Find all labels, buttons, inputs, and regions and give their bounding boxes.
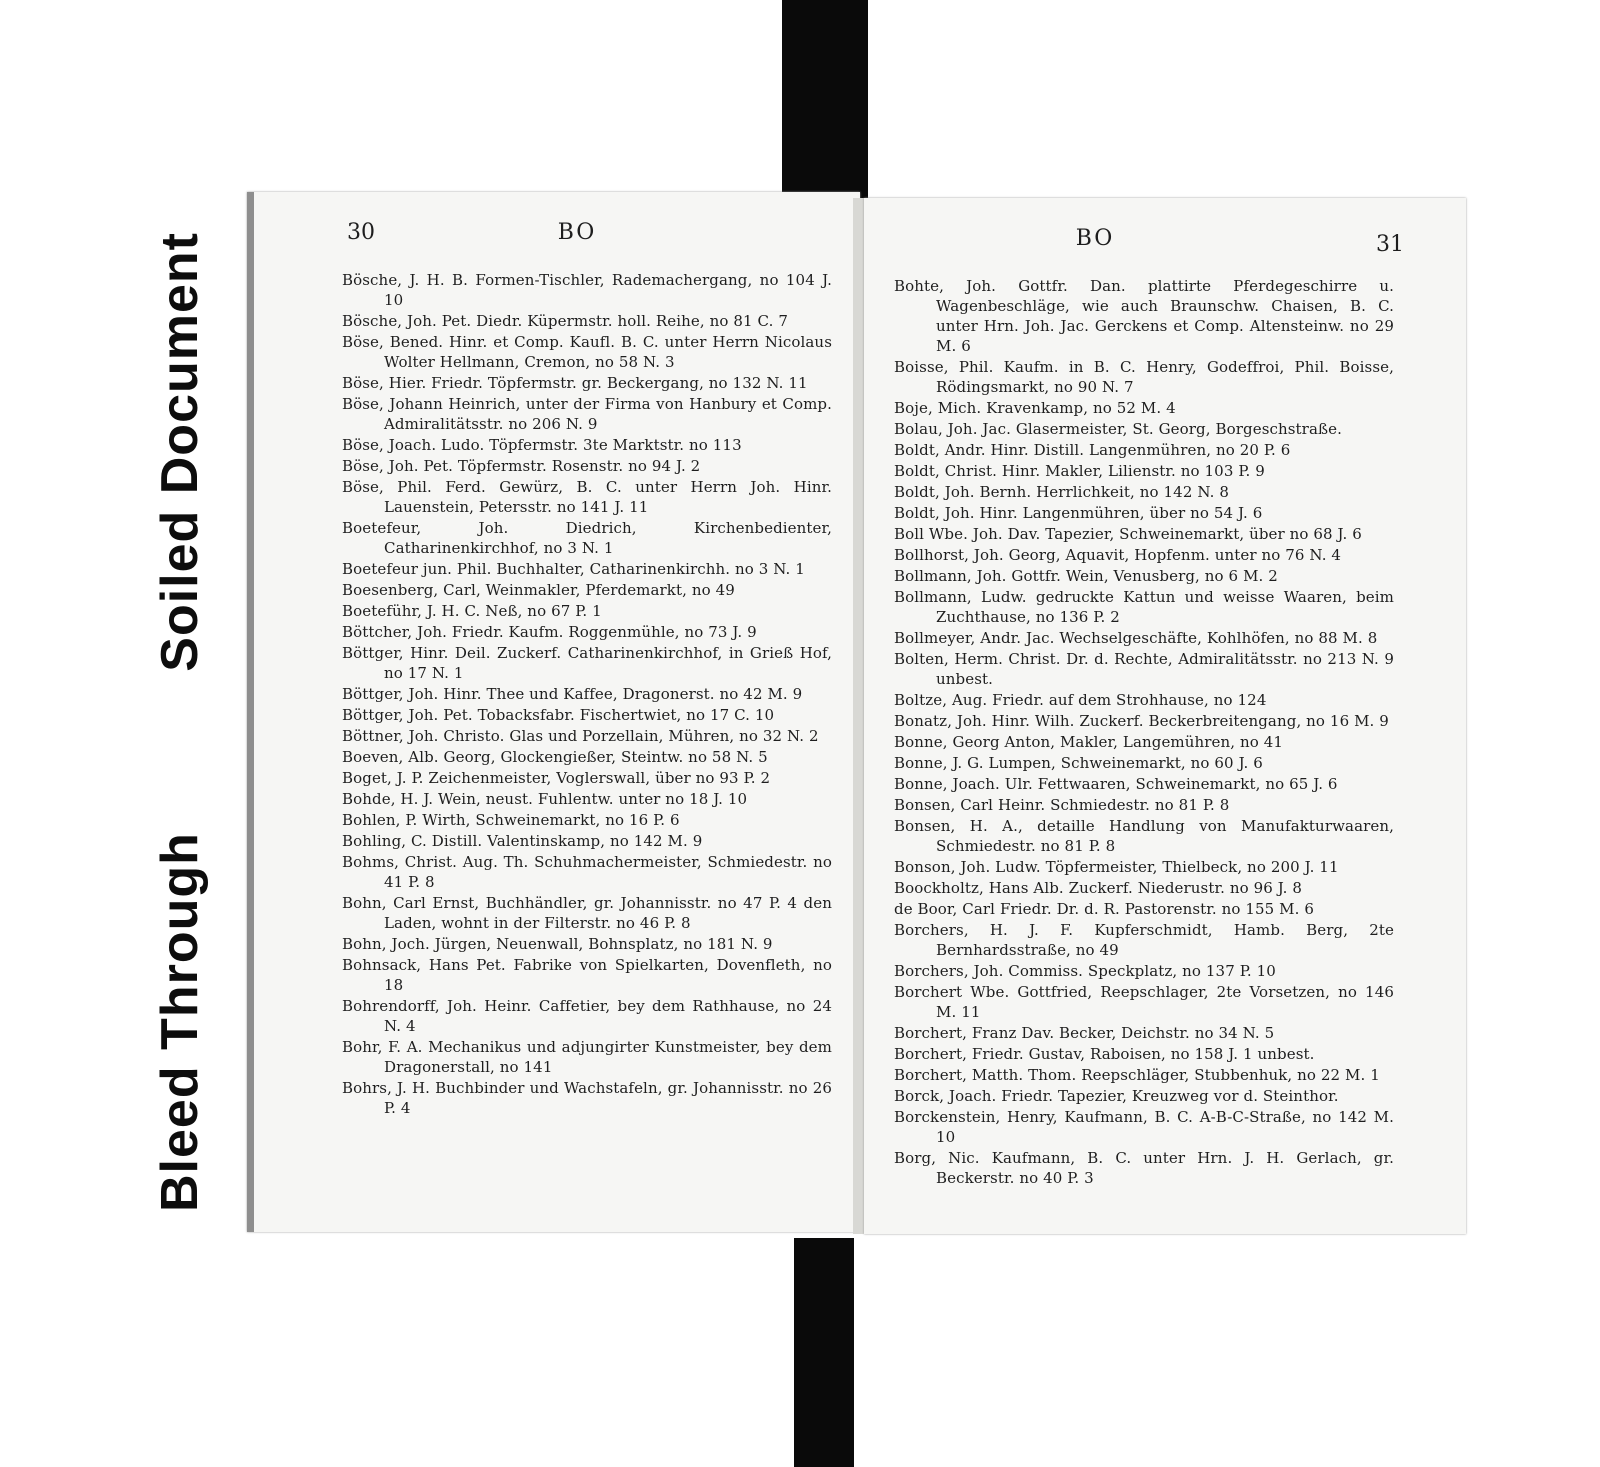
directory-entry: Bohn, Joch. Jürgen, Neuenwall, Bohnsplatz, no 181 N. 9 xyxy=(342,935,773,953)
directory-entry: Bonne, J. G. Lumpen, Schweinemarkt, no 60 J. 6 xyxy=(894,754,1263,772)
directory-entry: Borchert Wbe. Gottfried, Reepschlager, 2te Vorsetzen, no 146 M. 11 xyxy=(894,983,1394,1021)
bleed-through-label: Bleed Through xyxy=(151,832,209,1212)
binding-gutter-top xyxy=(782,0,868,198)
directory-entry: Boget, J. P. Zeichenmeister, Voglerswall, über no 93 P. 2 xyxy=(342,769,771,787)
directory-entry: Bohn, Carl Ernst, Buchhändler, gr. Johannisstr. no 47 P. 4 den Laden, wohnt in der Filterstr. no 46 P. 8 xyxy=(342,894,832,932)
directory-entry: Bolau, Joh. Jac. Glasermeister, St. Georg, Borgeschstraße. xyxy=(894,420,1342,438)
directory-entry: Böttner, Joh. Christo. Glas und Porzellain, Mühren, no 32 N. 2 xyxy=(342,727,819,745)
directory-entry: Bohrs, J. H. Buchbinder und Wachstafeln, gr. Johannisstr. no 26 P. 4 xyxy=(342,1079,832,1117)
directory-entry: Borg, Nic. Kaufmann, B. C. unter Hrn. J. H. Gerlach, gr. Beckerstr. no 40 P. 3 xyxy=(894,1149,1394,1187)
right-page-number: 31 xyxy=(1376,232,1404,257)
directory-entry: Bohnsack, Hans Pet. Fabrike von Spielkarten, Dovenfleth, no 18 xyxy=(342,956,832,994)
directory-entry: Bollmann, Ludw. gedruckte Kattun und weisse Waaren, beim Zuchthause, no 136 P. 2 xyxy=(894,588,1394,626)
directory-entry: Böse, Bened. Hinr. et Comp. Kaufl. B. C. unter Herrn Nicolaus Wolter Hellmann, Cremon, no 58 N. 3 xyxy=(342,333,832,371)
directory-entry: Boje, Mich. Kravenkamp, no 52 M. 4 xyxy=(894,399,1176,417)
binding-gutter-bottom xyxy=(794,1238,854,1467)
directory-entry: Boeteführ, J. H. C. Neß, no 67 P. 1 xyxy=(342,602,602,620)
left-page-header xyxy=(254,220,860,254)
directory-entry: Bösche, J. H. B. Formen-Tischler, Rademachergang, no 104 J. 10 xyxy=(342,271,832,309)
directory-entry: Bohrendorff, Joh. Heinr. Caffetier, bey dem Rathhause, no 24 N. 4 xyxy=(342,997,832,1035)
directory-entry: Bohling, C. Distill. Valentinskamp, no 142 M. 9 xyxy=(342,832,703,850)
directory-entry: Boltze, Aug. Friedr. auf dem Strohhause, no 124 xyxy=(894,691,1267,709)
directory-entry: Bolten, Herm. Christ. Dr. d. Rechte, Admiralitätsstr. no 213 N. 9 unbest. xyxy=(894,650,1394,688)
directory-entry: Bollhorst, Joh. Georg, Aquavit, Hopfenm. unter no 76 N. 4 xyxy=(894,546,1342,564)
right-entries xyxy=(894,276,1394,1189)
condition-stamp xyxy=(130,232,230,1212)
directory-entry: Boll Wbe. Joh. Dav. Tapezier, Schweinemarkt, über no 68 J. 6 xyxy=(894,525,1362,543)
directory-entry: Bohte, Joh. Gottfr. Dan. plattirte Pferdegeschirre u. Wagenbeschläge, wie auch Braunschw. Chaisen, B. C. unter Hrn. Joh. Jac. Gerckens et Comp. Altensteinw. no 29 M. 6 xyxy=(894,277,1394,355)
directory-entry: Boisse, Phil. Kaufm. in B. C. Henry, Godeffroi, Phil. Boisse, Rödingsmarkt, no 90 N. 7 xyxy=(894,358,1394,396)
directory-entry: Bohlen, P. Wirth, Schweinemarkt, no 16 P. 6 xyxy=(342,811,680,829)
left-running-head: BO xyxy=(557,220,597,245)
directory-entry: Boldt, Christ. Hinr. Makler, Lilienstr. no 103 P. 9 xyxy=(894,462,1265,480)
directory-entry: Böttger, Joh. Hinr. Thee und Kaffee, Dragonerst. no 42 M. 9 xyxy=(342,685,803,703)
directory-entry: Böse, Phil. Ferd. Gewürz, B. C. unter Herrn Joh. Hinr. Lauenstein, Petersstr. no 141 J. 11 xyxy=(342,478,832,516)
directory-entry: Borck, Joach. Friedr. Tapezier, Kreuzweg vor d. Steinthor. xyxy=(894,1087,1339,1105)
directory-entry: Borckenstein, Henry, Kaufmann, B. C. A-B-C-Straße, no 142 M. 10 xyxy=(894,1108,1394,1146)
right-running-head: BO xyxy=(1075,226,1115,251)
directory-entry: Böttger, Hinr. Deil. Zuckerf. Catharinenkirchhof, in Grieß Hof, no 17 N. 1 xyxy=(342,644,832,682)
soiled-document-label: Soiled Document xyxy=(151,232,209,672)
directory-entry: de Boor, Carl Friedr. Dr. d. R. Pastorenstr. no 155 M. 6 xyxy=(894,900,1315,918)
directory-entry: Böse, Johann Heinrich, unter der Firma von Hanbury et Comp. Admiralitätsstr. no 206 N. 9 xyxy=(342,395,832,433)
directory-entry: Boetefeur, Joh. Diedrich, Kirchenbedienter, Catharinenkirchhof, no 3 N. 1 xyxy=(342,519,832,557)
directory-entry: Bonsen, H. A., detaille Handlung von Manufakturwaaren, Schmiedestr. no 81 P. 8 xyxy=(894,817,1394,855)
directory-entry: Borchers, Joh. Commiss. Speckplatz, no 137 P. 10 xyxy=(894,962,1276,980)
directory-entry: Bollmeyer, Andr. Jac. Wechselgeschäfte, Kohlhöfen, no 88 M. 8 xyxy=(894,629,1378,647)
directory-entry: Bohde, H. J. Wein, neust. Fuhlentw. unter no 18 J. 10 xyxy=(342,790,748,808)
book-spine xyxy=(853,198,864,1234)
directory-entry: Borchers, H. J. F. Kupferschmidt, Hamb. Berg, 2te Bernhardsstraße, no 49 xyxy=(894,921,1394,959)
directory-entry: Bonatz, Joh. Hinr. Wilh. Zuckerf. Beckerbreitengang, no 16 M. 9 xyxy=(894,712,1389,730)
directory-entry: Böse, Joh. Pet. Töpfermstr. Rosenstr. no 94 J. 2 xyxy=(342,457,701,475)
left-entries xyxy=(342,270,832,1119)
directory-entry: Bösche, Joh. Pet. Diedr. Küpermstr. holl. Reihe, no 81 C. 7 xyxy=(342,312,788,330)
directory-entry: Boockholtz, Hans Alb. Zuckerf. Niederustr. no 96 J. 8 xyxy=(894,879,1303,897)
directory-entry: Böttger, Joh. Pet. Tobacksfabr. Fischertwiet, no 17 C. 10 xyxy=(342,706,775,724)
right-page-header xyxy=(864,226,1466,260)
directory-entry: Boldt, Joh. Bernh. Herrlichkeit, no 142 N. 8 xyxy=(894,483,1229,501)
directory-entry: Borchert, Franz Dav. Becker, Deichstr. no 34 N. 5 xyxy=(894,1024,1275,1042)
directory-entry: Boesenberg, Carl, Weinmakler, Pferdemarkt, no 49 xyxy=(342,581,735,599)
directory-entry: Bollmann, Joh. Gottfr. Wein, Venusberg, no 6 M. 2 xyxy=(894,567,1278,585)
directory-entry: Bonson, Joh. Ludw. Töpfermeister, Thielbeck, no 200 J. 11 xyxy=(894,858,1339,876)
directory-entry: Boldt, Andr. Hinr. Distill. Langenmühren, no 20 P. 6 xyxy=(894,441,1291,459)
directory-entry: Boetefeur jun. Phil. Buchhalter, Catharinenkirchh. no 3 N. 1 xyxy=(342,560,805,578)
directory-entry: Bohms, Christ. Aug. Th. Schuhmachermeister, Schmiedestr. no 41 P. 8 xyxy=(342,853,832,891)
directory-entry: Böse, Joach. Ludo. Töpfermstr. 3te Marktstr. no 113 xyxy=(342,436,742,454)
directory-entry: Bonne, Joach. Ulr. Fettwaaren, Schweinemarkt, no 65 J. 6 xyxy=(894,775,1338,793)
directory-entry: Bonne, Georg Anton, Makler, Langemühren, no 41 xyxy=(894,733,1284,751)
left-page xyxy=(247,192,860,1232)
directory-entry: Borchert, Friedr. Gustav, Raboisen, no 158 J. 1 unbest. xyxy=(894,1045,1315,1063)
directory-entry: Borchert, Matth. Thom. Reepschläger, Stubbenhuk, no 22 M. 1 xyxy=(894,1066,1380,1084)
right-page xyxy=(864,198,1466,1234)
directory-entry: Boeven, Alb. Georg, Glockengießer, Steintw. no 58 N. 5 xyxy=(342,748,768,766)
directory-entry: Böttcher, Joh. Friedr. Kaufm. Roggenmühle, no 73 J. 9 xyxy=(342,623,757,641)
directory-entry: Bonsen, Carl Heinr. Schmiedestr. no 81 P. 8 xyxy=(894,796,1230,814)
left-page-number: 30 xyxy=(347,220,375,245)
directory-entry: Bohr, F. A. Mechanikus und adjungirter Kunstmeister, bey dem Dragonerstall, no 141 xyxy=(342,1038,832,1076)
directory-entry: Böse, Hier. Friedr. Töpfermstr. gr. Beckergang, no 132 N. 11 xyxy=(342,374,808,392)
directory-entry: Boldt, Joh. Hinr. Langenmühren, über no 54 J. 6 xyxy=(894,504,1263,522)
